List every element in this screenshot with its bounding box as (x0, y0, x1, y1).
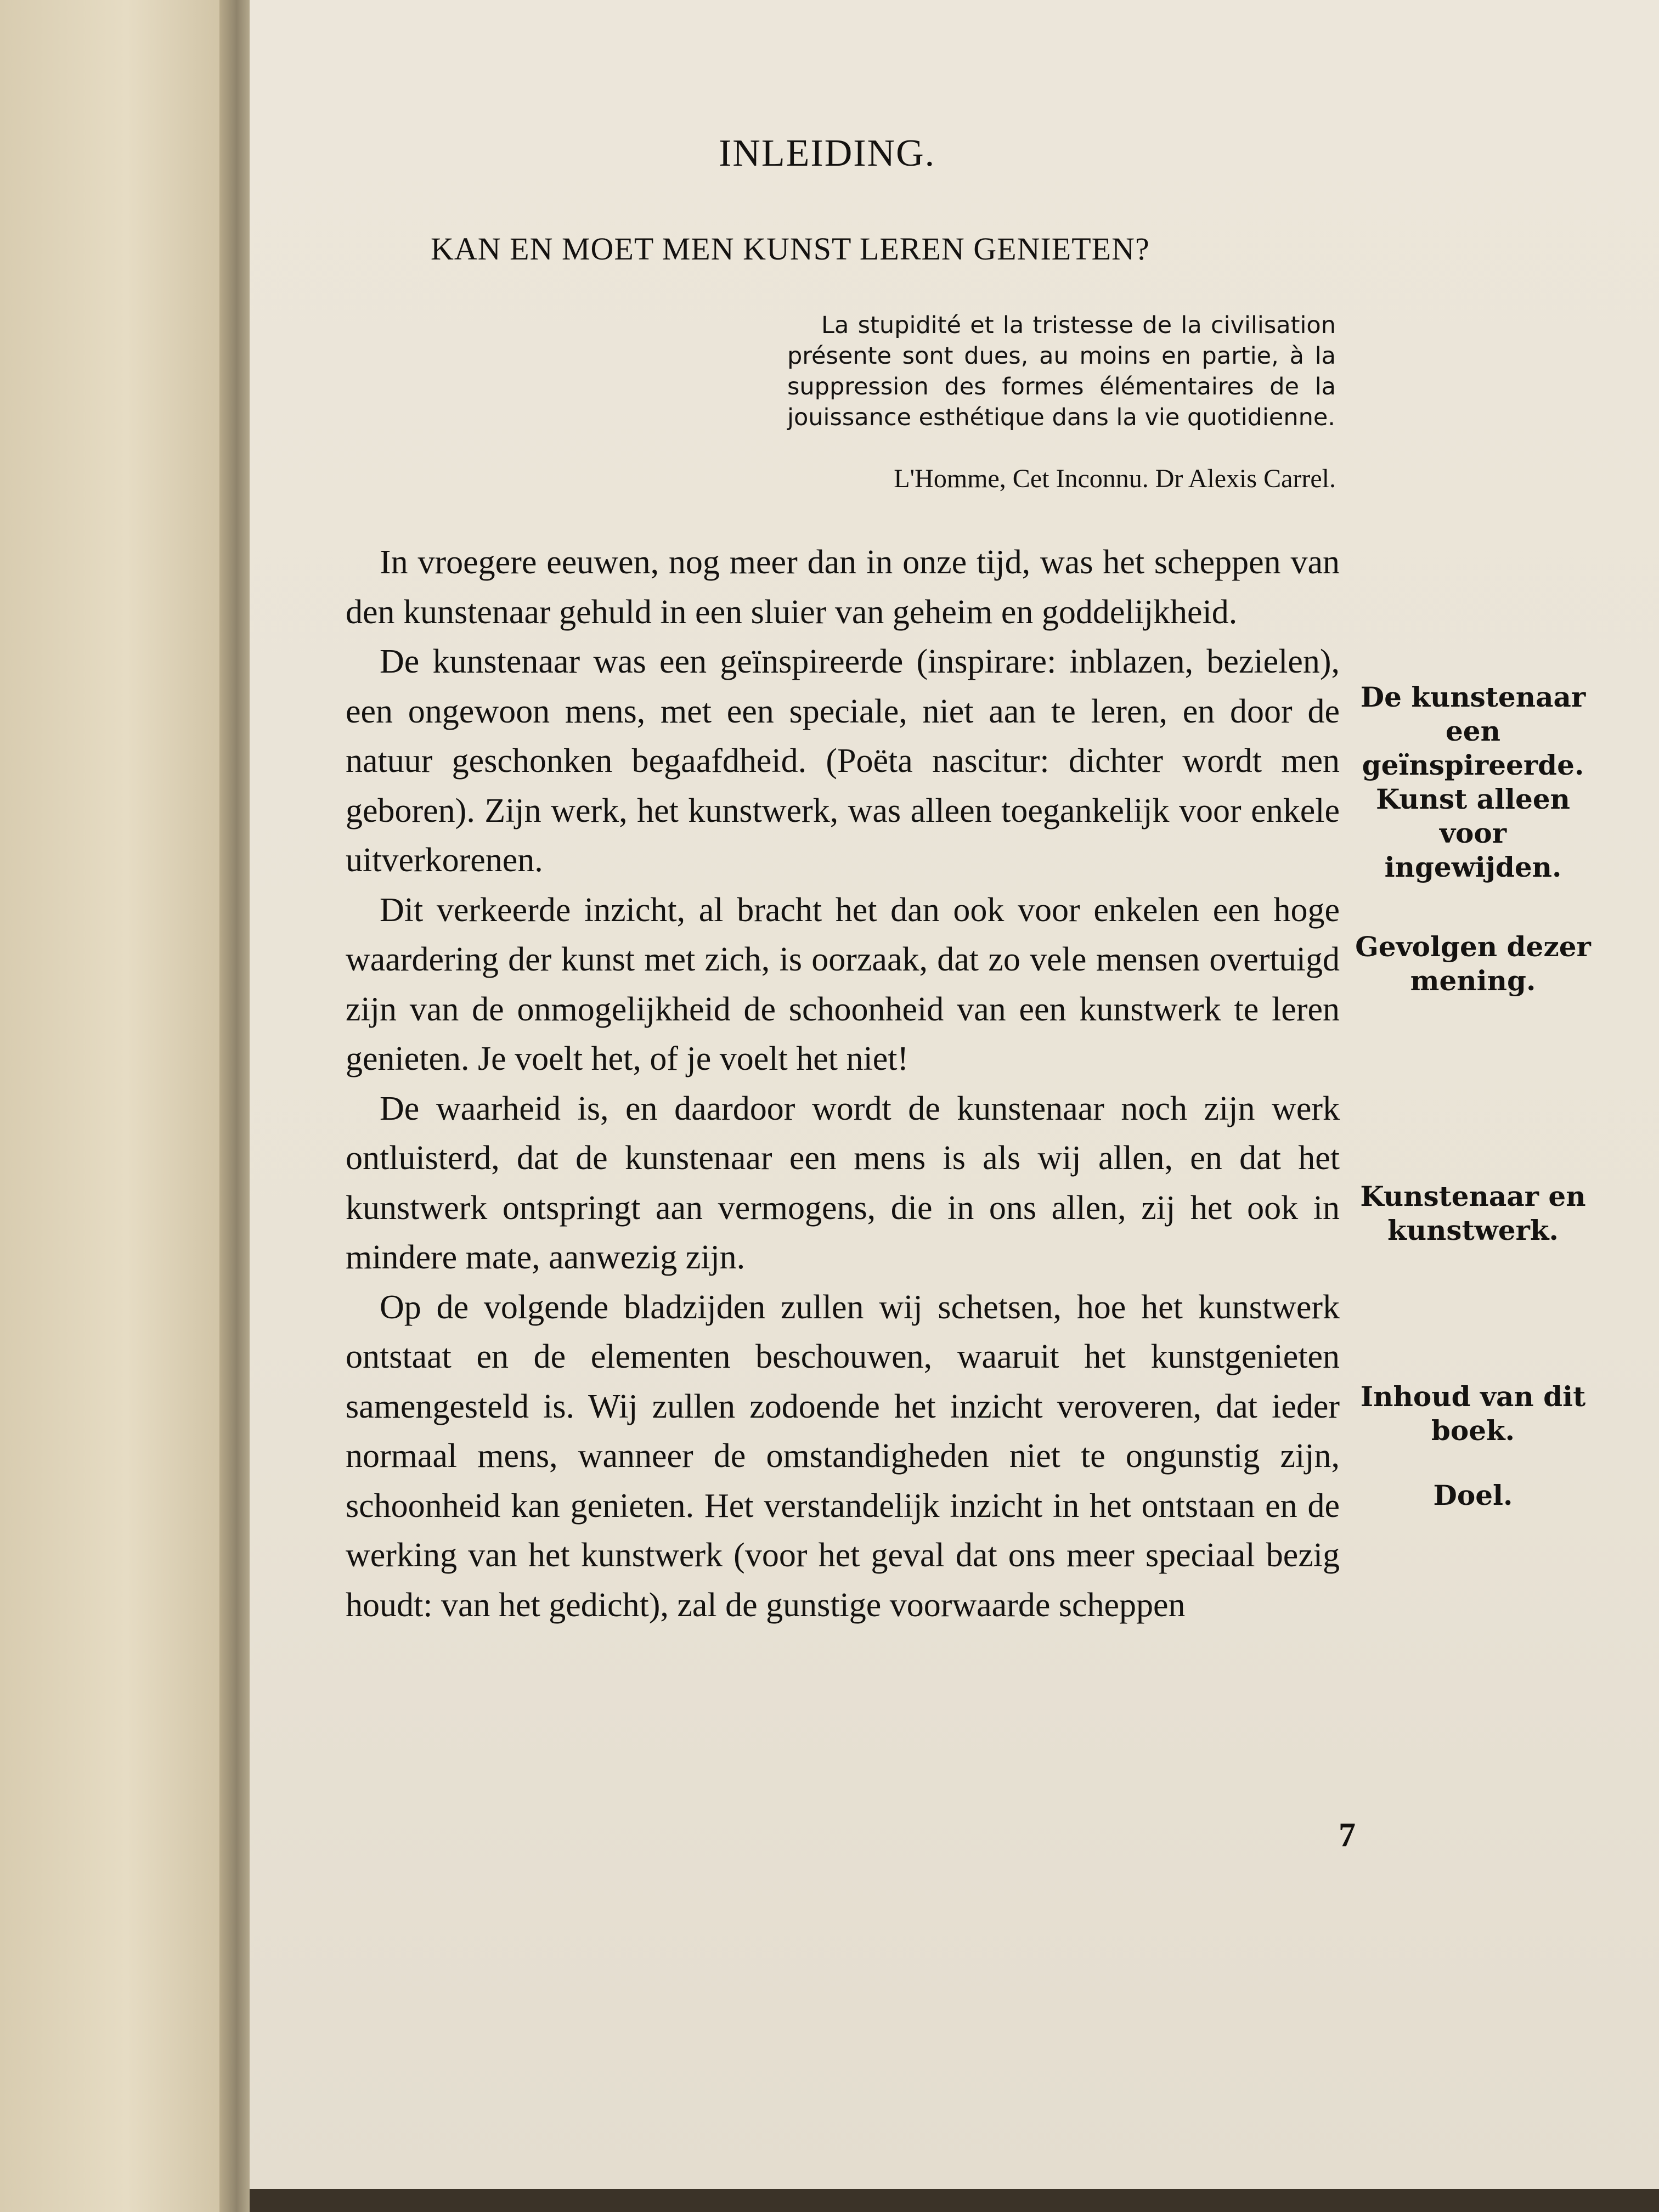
paragraph: Dit verkeerde inzicht, al bracht het dan ook voor enkelen een hoge waardering der kunst met zich, is oorzaak, dat zo vele mensen overtuigd zijn van de onmogelijkheid de schoonheid van een kunstwerk te leren genieten. Je voelt het, of je voelt het niet! (346, 891, 1340, 1077)
margin-note-consequences: Gevolgen dezer mening. (1355, 930, 1591, 997)
margin-note-contents: Inhoud van dit boek. (1360, 1380, 1586, 1447)
page-number: 7 (1339, 1816, 1356, 1854)
epigraph-quote: La stupidité et la tristesse de la civilisation présente sont dues, au moins en partie, à la suppression des formes élémentaires de la jouissance esthétique dans la vie quotidienne. (787, 312, 1336, 431)
facing-page-edge (0, 0, 230, 2212)
margin-note-inspired: De kunstenaar een geïnspireerde. Kunst alleen voor ingewijden. (1360, 681, 1586, 883)
paragraph: Op de volgende bladzijden zullen wij schetsen, hoe het kunstwerk ontstaat en de elementen beschouwen, waaruit het kunstgenieten samengesteld is. Wij zullen zodoende het inzicht veroveren, dat ieder normaal mens, wanneer de omstandigheden niet te ongunstig zijn, schoonheid kan genieten. Het verstandelijk inzicht in het ontstaan en de werking van het kunstwerk (voor het geval dat ons meer speciaal bezig houdt: van het gedicht), zal de gunstige voorwaarde scheppen (346, 1288, 1340, 1624)
chapter-title: INLEIDING. (719, 132, 936, 174)
paragraph: In vroegere eeuwen, nog meer dan in onze tijd, was het scheppen van den kunstenaar gehuld in een sluier van geheim en goddelijkheid. (346, 544, 1340, 631)
paragraph: De kunstenaar was een geïnspireerde (inspirare: inblazen, bezielen), een ongewoon mens, met een speciale, niet aan te leren, en door de natuur geschonken begaafdheid. (Poëta nascitur: dichter wordt men geboren). Zijn werk, het kunstwerk, was alleen toegankelijk voor enkele uitverkorenen. (346, 643, 1340, 879)
book-page (250, 0, 1659, 2189)
margin-note-artist-work: Kunstenaar en kunstwerk. (1360, 1180, 1586, 1246)
epigraph-source: L'Homme, Cet Inconnu. Dr Alexis Carrel. (894, 464, 1336, 493)
page-bottom-edge (250, 2189, 1659, 2212)
paragraph: De waarheid is, en daardoor wordt de kunstenaar noch zijn werk ontluisterd, dat de kunstenaar een mens is als wij allen, en dat het kunstwerk ontspringt aan vermogens, die in ons allen, zij het ook in mindere mate, aanwezig zijn. (346, 1090, 1340, 1276)
margin-note-goal: Doel. (1433, 1479, 1513, 1511)
chapter-subtitle: KAN EN MOET MEN KUNST LEREN GENIETEN? (431, 231, 1150, 267)
body-text (346, 538, 1340, 1630)
